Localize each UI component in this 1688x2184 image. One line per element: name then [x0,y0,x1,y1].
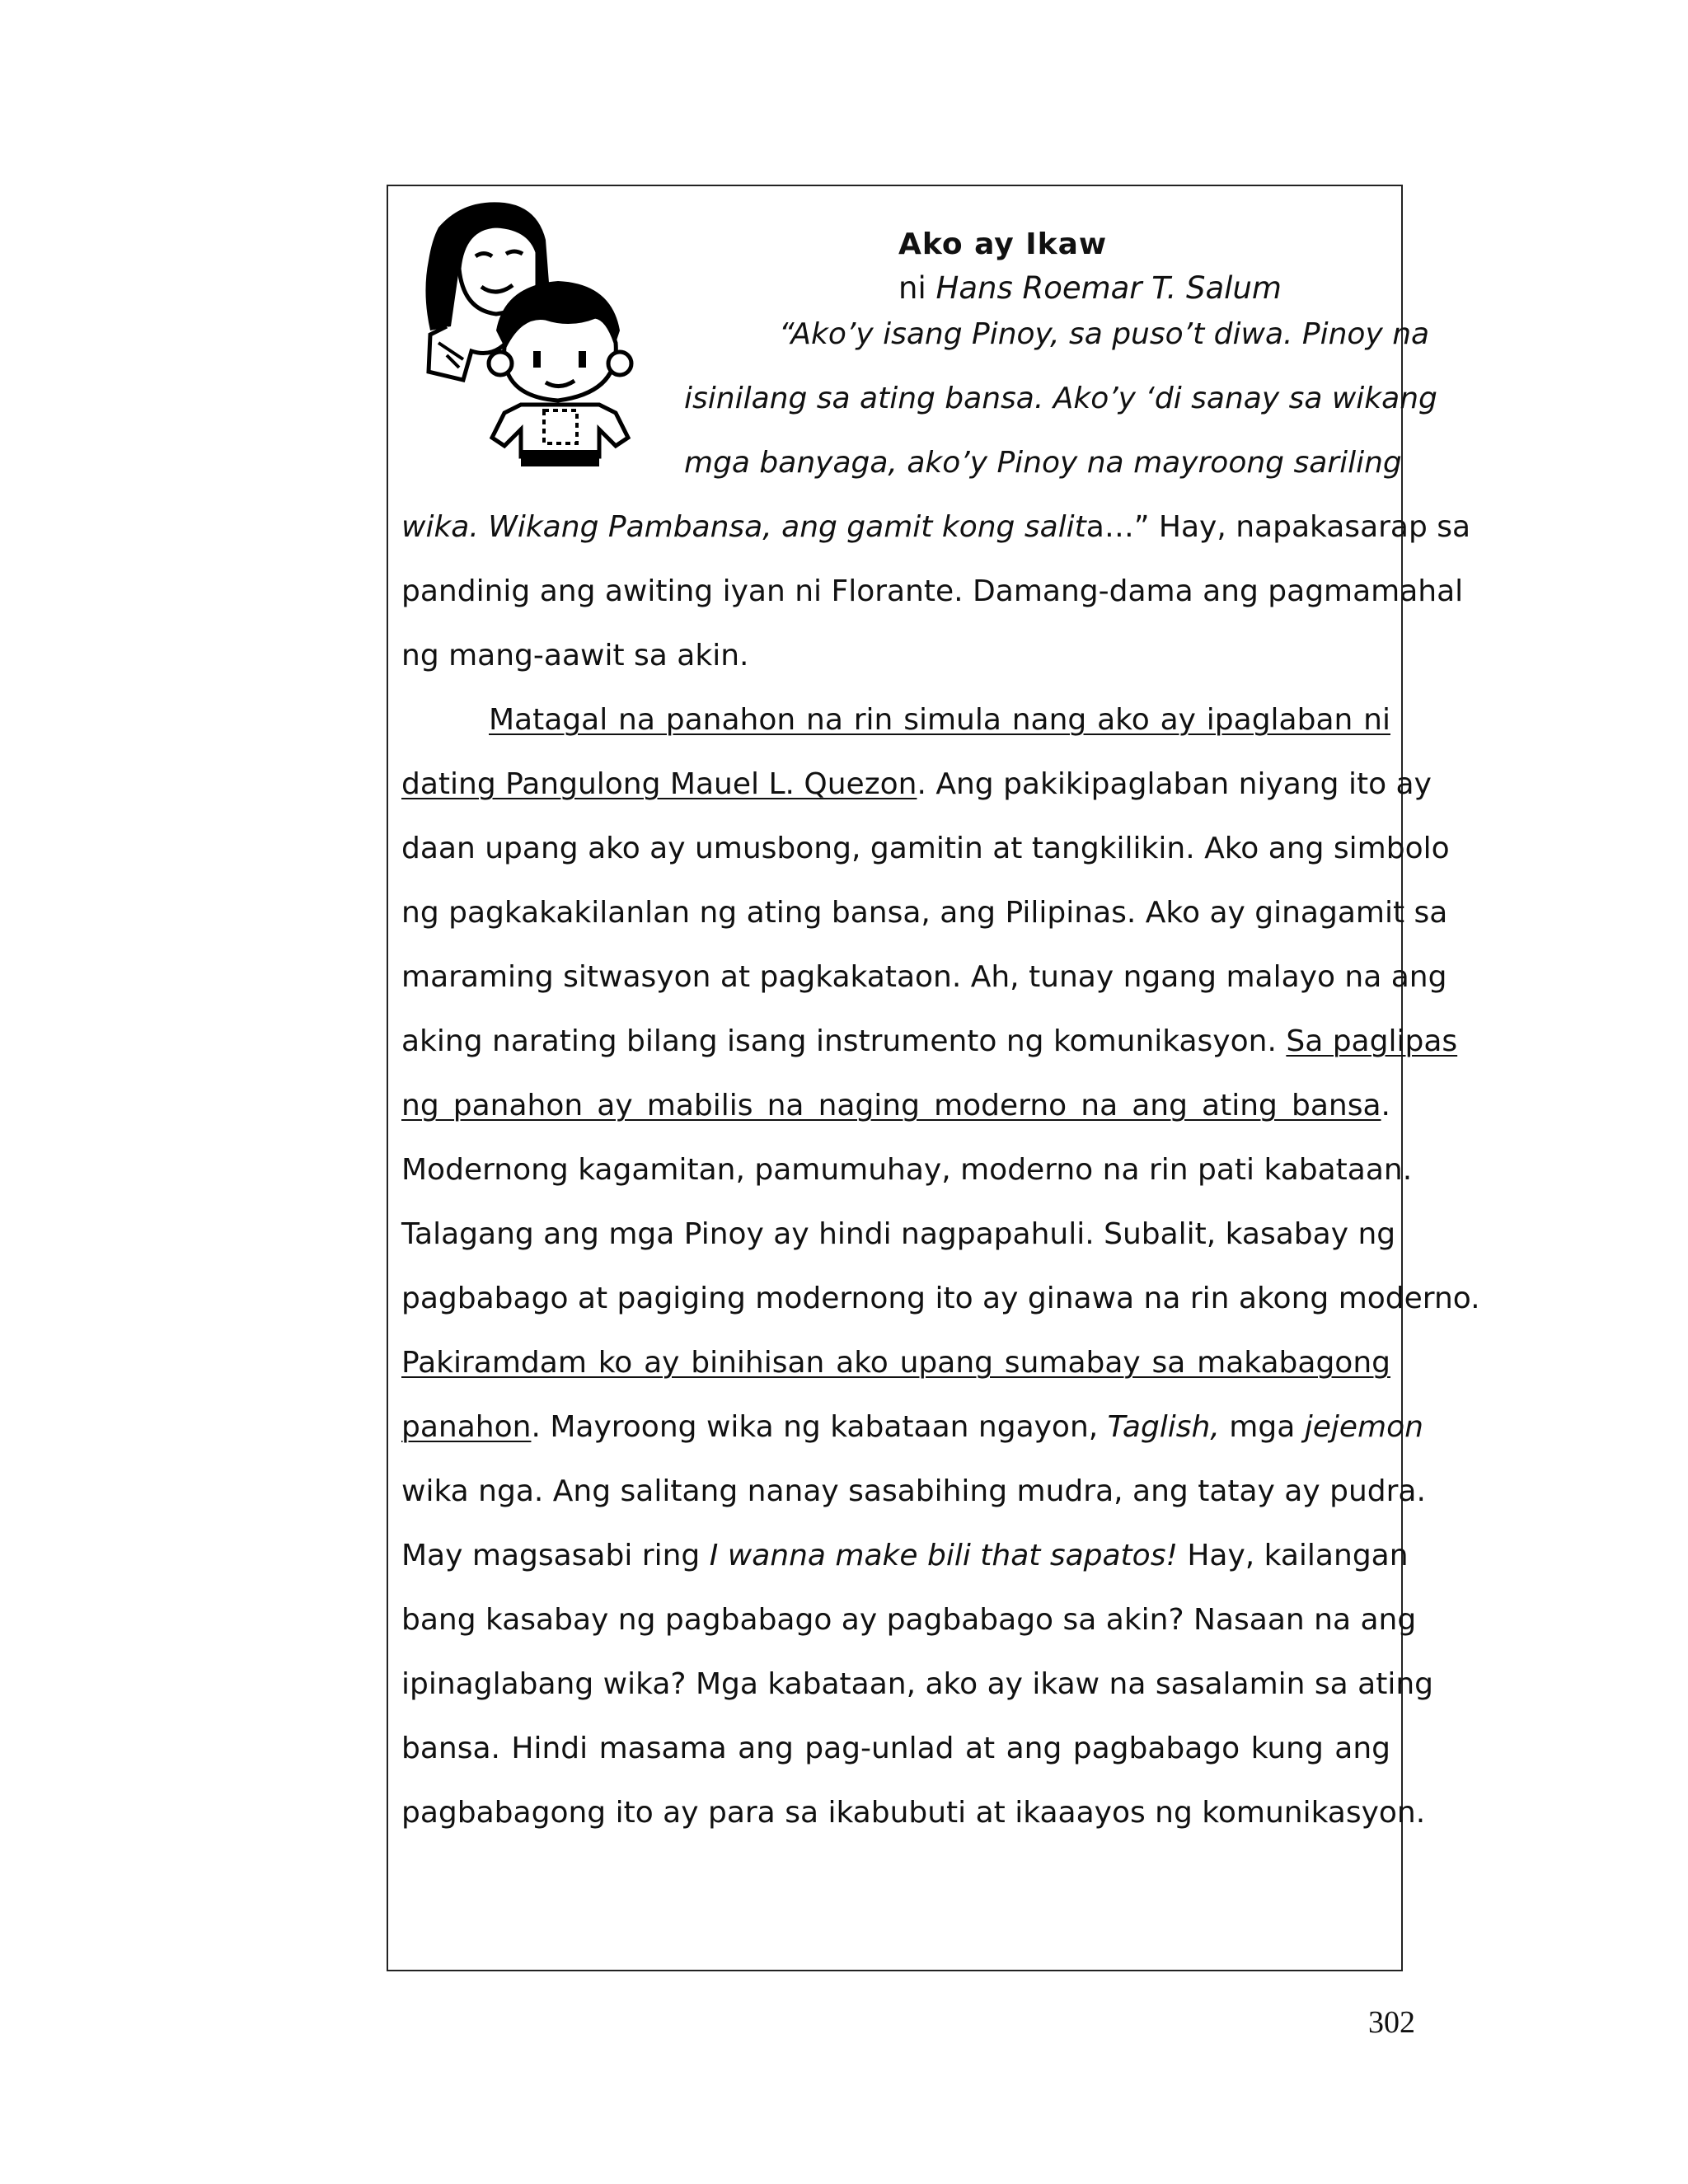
paragraph2-line2 [401,766,1432,803]
author-name: Hans Roemar T. Salum [935,270,1282,306]
paragraph2-line18: pagbabagong ito ay para sa ikabubuti at ikaaayos ng komunikasyon. [401,1796,1426,1830]
paragraph2-line14 [401,1538,1409,1574]
text-span: panahon [401,1410,532,1444]
paragraph2-line7 [401,1088,1390,1124]
author-byline [898,270,1282,306]
paragraph1-line1 [779,316,1430,353]
text-span: . Ang pakikipaglaban niyang ito ay [917,767,1432,801]
text-span: May magsasabi ring [401,1539,710,1572]
text-span: Taglish, [1107,1410,1220,1444]
page-number: 302 [1368,2005,1415,2040]
paragraph1-line5: pandinig ang awiting iyan ni Florante. Damang-dama ang pagmamahal [401,574,1464,608]
paragraph1-line4 [401,509,1471,546]
paragraph2-line17: bansa. Hindi masama ang pag-unlad at ang pagbabago kung ang [401,1732,1390,1765]
text-span: “Ako’y isang Pinoy, sa puso’t diwa. Pinoy na [779,317,1430,351]
text-span: aking narating bilang isang instrumento ng komunikasyon. [401,1024,1287,1058]
paragraph2-line5: maraming sitwasyon at pagkakataon. Ah, tunay ngang malayo na ang [401,960,1447,994]
paragraph1-line3: mga banyaga, ako’y Pinoy na mayroong sariling [684,446,1402,480]
paragraph2-line10: pagbabago at pagiging modernong ito ay ginawa na rin akong moderno. [401,1282,1480,1315]
mother-and-child-icon [414,194,661,466]
paragraph2-line6 [401,1024,1458,1060]
paragraph1-line2: isinilang sa ating bansa. Ako’y ‘di sanay sa wikang [684,382,1437,415]
paragraph2-line9: Talagang ang mga Pinoy ay hindi nagpapahuli. Subalit, kasabay ng [401,1217,1396,1251]
paragraph2-line8: Modernong kagamitan, pamumuhay, moderno na rin pati kabataan. [401,1153,1413,1187]
text-span: a…” Hay, napakasarap sa [1085,510,1471,544]
text-span: . Mayroong wika ng kabataan ngayon, [531,1410,1108,1444]
paragraph2-line12 [401,1409,1423,1446]
paragraph2-line3: daan upang ako ay umusbong, gamitin at tangkilikin. Ako ang simbolo [401,832,1450,865]
text-span: mga [1219,1410,1305,1444]
text-span: wika. Wikang Pambansa, ang gamit kong salit [401,510,1086,544]
byline-prefix: ni [898,270,936,306]
paragraph2-line13: wika nga. Ang salitang nanay sasabihing mudra, ang tatay ay pudra. [401,1474,1426,1508]
text-span: ng panahon ay mabilis na naging moderno na ang ating bansa [401,1089,1381,1122]
paragraph2-line11: Pakiramdam ko ay binihisan ako upang sumabay sa makabagong [401,1346,1390,1380]
text-span: . [1381,1089,1390,1122]
paragraph1-line6: ng mang-aawit sa akin. [401,639,749,673]
text-span: jejemon [1304,1410,1423,1444]
paragraph2-line15: bang kasabay ng pagbabago ay pagbabago sa akin? Nasaan na ang [401,1603,1417,1637]
story-title: Ako ay Ikaw [898,227,1108,261]
paragraph2-line16: ipinaglabang wika? Mga kabataan, ako ay ikaw na sasalamin sa ating [401,1667,1434,1701]
text-span: dating Pangulong Mauel L. Quezon [401,767,917,801]
text-span: I wanna make bili that sapatos! [709,1539,1178,1572]
paragraph2-line4: ng pagkakakilanlan ng ating bansa, ang Pilipinas. Ako ay ginagamit sa [401,896,1448,930]
text-span: Sa paglipas [1286,1024,1458,1058]
text-span: Hay, kailangan [1177,1539,1409,1572]
paragraph2-line1: Matagal na panahon na rin simula nang ako ay ipaglaban ni [489,703,1390,737]
